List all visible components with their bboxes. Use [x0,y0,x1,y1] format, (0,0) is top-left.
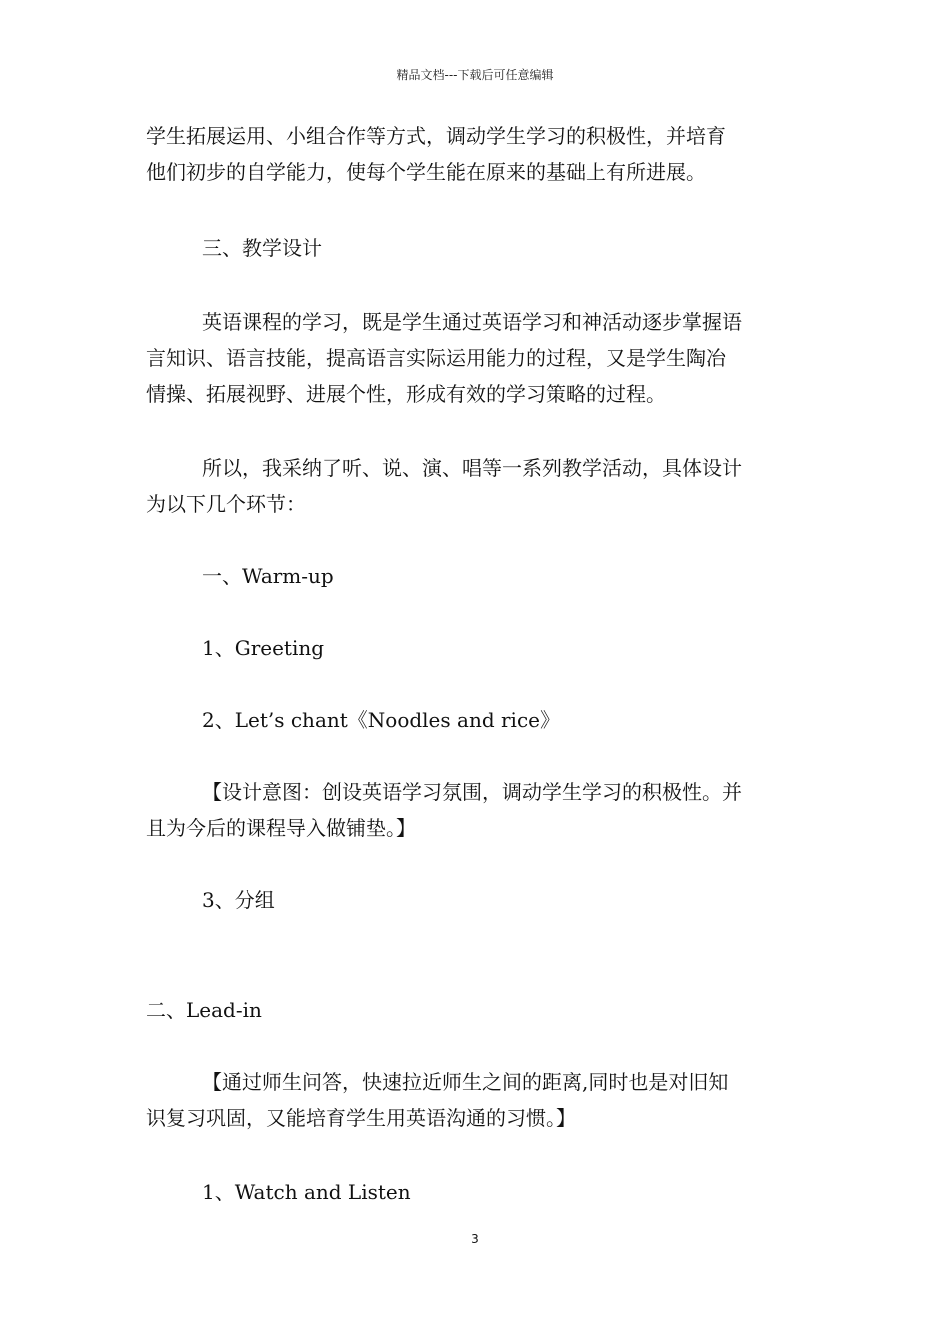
page-number: 3 [471,1232,479,1246]
list-item [202,630,862,666]
text-line: 2、Let’s chant《Noodles and rice》 [202,708,560,732]
text-line: 二、Lead-in [146,998,262,1022]
text-line: 三、教学设计 [202,236,322,260]
text-line: 识复习巩固，又能培育学生用英语沟通的习惯。】 [146,1106,576,1130]
design-intent-note [146,774,806,846]
text-line: 一、Warm-up [202,564,334,588]
text-line: 为以下几个环节： [146,492,306,516]
text-line: 他们初步的自学能力，使每个学生能在原来的基础上有所进展。 [146,160,706,184]
text-line: 1、Greeting [202,636,325,660]
text-line: 【通过师生问答，快速拉近师生之间的距离,同时也是对旧知 [202,1070,729,1094]
text-line: 言知识、语言技能，提高语言实际运用能力的过程，又是学生陶冶 [146,346,726,370]
design-intent-note [146,1064,806,1136]
list-item [202,1174,862,1210]
page-header: 精品文档---下载后可任意编辑 [396,68,554,82]
list-item [202,702,862,738]
section-heading [202,230,862,266]
paragraph [146,304,806,412]
text-line: 1、Watch and Listen [202,1180,411,1204]
text-line: 英语课程的学习，既是学生通过英语学习和神活动逐步掌握语 [202,310,742,334]
list-heading [146,992,806,1028]
text-line: 【设计意图：创设英语学习氛围，调动学生学习的积极性。并 [202,780,742,804]
text-line: 所以，我采纳了听、说、演、唱等一系列教学活动，具体设计 [202,456,742,480]
paragraph [146,118,806,190]
list-heading [202,558,862,594]
text-line: 且为今后的课程导入做铺垫。】 [146,816,416,840]
text-line: 3、分组 [202,888,275,912]
paragraph [146,450,806,522]
text-line: 学生拓展运用、小组合作等方式，调动学生学习的积极性，并培育 [146,124,726,148]
list-item [202,882,862,918]
text-line: 情操、拓展视野、进展个性，形成有效的学习策略的过程。 [146,382,666,406]
